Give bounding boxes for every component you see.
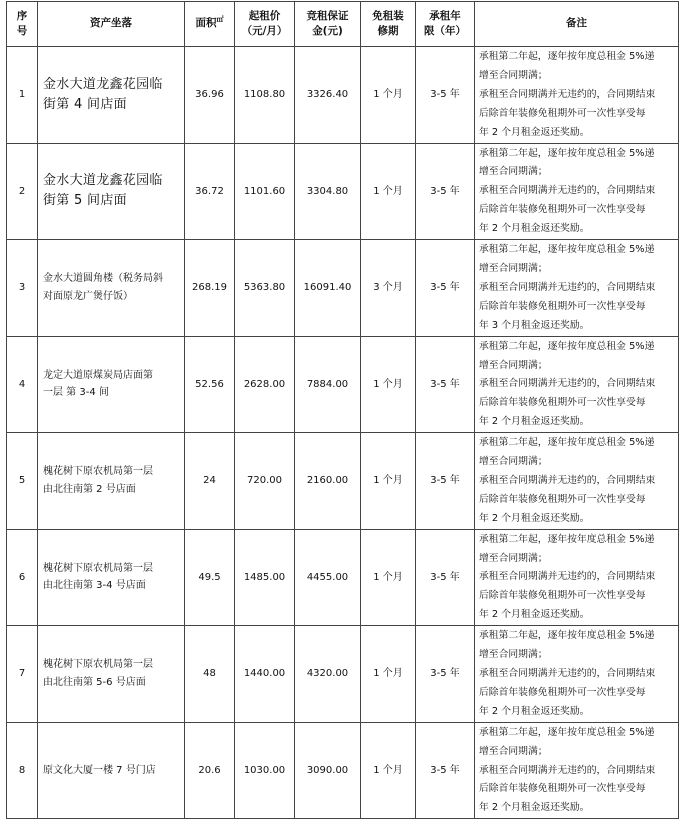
start-price-value: 1101.60 [235, 143, 295, 240]
row-number: 4 [7, 336, 38, 433]
start-price-value: 1108.80 [235, 47, 295, 144]
area-value: 52.56 [185, 336, 235, 433]
remarks-text: 承租第二年起，逐年按年度总租金 5%递 增至合同期满； 承租至合同期满并无违约的，合同期结束 后除首年装修免租期外可一次性享受每 年 2 个月租金返还奖励。 [475, 722, 679, 819]
remarks-text: 承租第二年起，逐年按年度总租金 5%递 增至合同期满； 承租至合同期满并无违约的，合同期结束 后除首年装修免租期外可一次性享受每 年 2 个月租金返还奖励。 [475, 529, 679, 626]
header-deposit: 竞租保证 金(元) [295, 2, 361, 47]
term-value: 3-5 年 [416, 336, 475, 433]
table-row [7, 529, 679, 626]
term-value: 3-5 年 [416, 626, 475, 723]
deposit-value: 4320.00 [295, 626, 361, 723]
area-value: 20.6 [185, 722, 235, 819]
area-value: 36.96 [185, 47, 235, 144]
free-period-value: 1 个月 [361, 626, 416, 723]
table-row [7, 722, 679, 819]
start-price-value: 2628.00 [235, 336, 295, 433]
deposit-value: 3326.40 [295, 47, 361, 144]
start-price-value: 1030.00 [235, 722, 295, 819]
remarks-text: 承租第二年起，逐年按年度总租金 5%递 增至合同期满； 承租至合同期满并无违约的，合同期结束 后除首年装修免租期外可一次性享受每 年 2 个月租金返还奖励。 [475, 336, 679, 433]
asset-address: 金水大道圆角楼（税务局斜 对面原龙广煲仔饭） [38, 240, 185, 337]
term-value: 3-5 年 [416, 529, 475, 626]
deposit-value: 3090.00 [295, 722, 361, 819]
free-period-value: 1 个月 [361, 529, 416, 626]
header-row [7, 2, 679, 47]
asset-address: 龙定大道原煤炭局店面第 一层 第 3-4 间 [38, 336, 185, 433]
header-start-price: 起租价 （元/月） [235, 2, 295, 47]
row-number: 5 [7, 433, 38, 530]
row-number: 3 [7, 240, 38, 337]
table-row [7, 47, 679, 144]
area-value: 24 [185, 433, 235, 530]
start-price-value: 1440.00 [235, 626, 295, 723]
area-value: 36.72 [185, 143, 235, 240]
row-number: 6 [7, 529, 38, 626]
asset-address: 槐花树下原农机局第一层 由北往南第 2 号店面 [38, 433, 185, 530]
asset-address: 原文化大厦一楼 7 号门店 [38, 722, 185, 819]
asset-address: 槐花树下原农机局第一层 由北往南第 5-6 号店面 [38, 626, 185, 723]
row-number: 1 [7, 47, 38, 144]
remarks-text: 承租第二年起，逐年按年度总租金 5%递 增至合同期满； 承租至合同期满并无违约的，合同期结束 后除首年装修免租期外可一次性享受每 年 2 个月租金返还奖励。 [475, 433, 679, 530]
asset-address: 槐花树下原农机局第一层 由北往南第 3-4 号店面 [38, 529, 185, 626]
header-area: 面积㎡ [185, 2, 235, 47]
term-value: 3-5 年 [416, 722, 475, 819]
rental-asset-table-page [6, 1, 678, 814]
header-address: 资产坐落 [38, 2, 185, 47]
remarks-text: 承租第二年起，逐年按年度总租金 5%递 增至合同期满； 承租至合同期满并无违约的，合同期结束 后除首年装修免租期外可一次性享受每 年 2 个月租金返还奖励。 [475, 626, 679, 723]
row-number: 7 [7, 626, 38, 723]
row-number: 8 [7, 722, 38, 819]
free-period-value: 1 个月 [361, 433, 416, 530]
asset-address: 金水大道龙鑫花园临 街第 4 间店面 [38, 47, 185, 144]
term-value: 3-5 年 [416, 143, 475, 240]
table-body [7, 47, 679, 819]
term-value: 3-5 年 [416, 47, 475, 144]
deposit-value: 3304.80 [295, 143, 361, 240]
remarks-text: 承租第二年起，逐年按年度总租金 5%递 增至合同期满； 承租至合同期满并无违约的，合同期结束 后除首年装修免租期外可一次性享受每 年 2 个月租金返还奖励。 [475, 47, 679, 144]
rental-asset-table [6, 1, 679, 819]
start-price-value: 1485.00 [235, 529, 295, 626]
term-value: 3-5 年 [416, 433, 475, 530]
header-seq: 序 号 [7, 2, 38, 47]
row-number: 2 [7, 143, 38, 240]
remarks-text: 承租第二年起，逐年按年度总租金 5%递 增至合同期满； 承租至合同期满并无违约的，合同期结束 后除首年装修免租期外可一次性享受每 年 3 个月租金返还奖励。 [475, 240, 679, 337]
table-row [7, 240, 679, 337]
table-row [7, 433, 679, 530]
header-term: 承租年 限（年） [416, 2, 475, 47]
free-period-value: 3 个月 [361, 240, 416, 337]
table-row [7, 626, 679, 723]
header-remarks: 备注 [475, 2, 679, 47]
free-period-value: 1 个月 [361, 47, 416, 144]
area-value: 49.5 [185, 529, 235, 626]
deposit-value: 16091.40 [295, 240, 361, 337]
table-row [7, 336, 679, 433]
free-period-value: 1 个月 [361, 722, 416, 819]
header-free-period: 免租装 修期 [361, 2, 416, 47]
remarks-text: 承租第二年起，逐年按年度总租金 5%递 增至合同期满； 承租至合同期满并无违约的，合同期结束 后除首年装修免租期外可一次性享受每 年 2 个月租金返还奖励。 [475, 143, 679, 240]
free-period-value: 1 个月 [361, 143, 416, 240]
table-row [7, 143, 679, 240]
start-price-value: 5363.80 [235, 240, 295, 337]
free-period-value: 1 个月 [361, 336, 416, 433]
deposit-value: 4455.00 [295, 529, 361, 626]
term-value: 3-5 年 [416, 240, 475, 337]
area-value: 268.19 [185, 240, 235, 337]
start-price-value: 720.00 [235, 433, 295, 530]
area-value: 48 [185, 626, 235, 723]
deposit-value: 7884.00 [295, 336, 361, 433]
deposit-value: 2160.00 [295, 433, 361, 530]
asset-address: 金水大道龙鑫花园临 街第 5 间店面 [38, 143, 185, 240]
